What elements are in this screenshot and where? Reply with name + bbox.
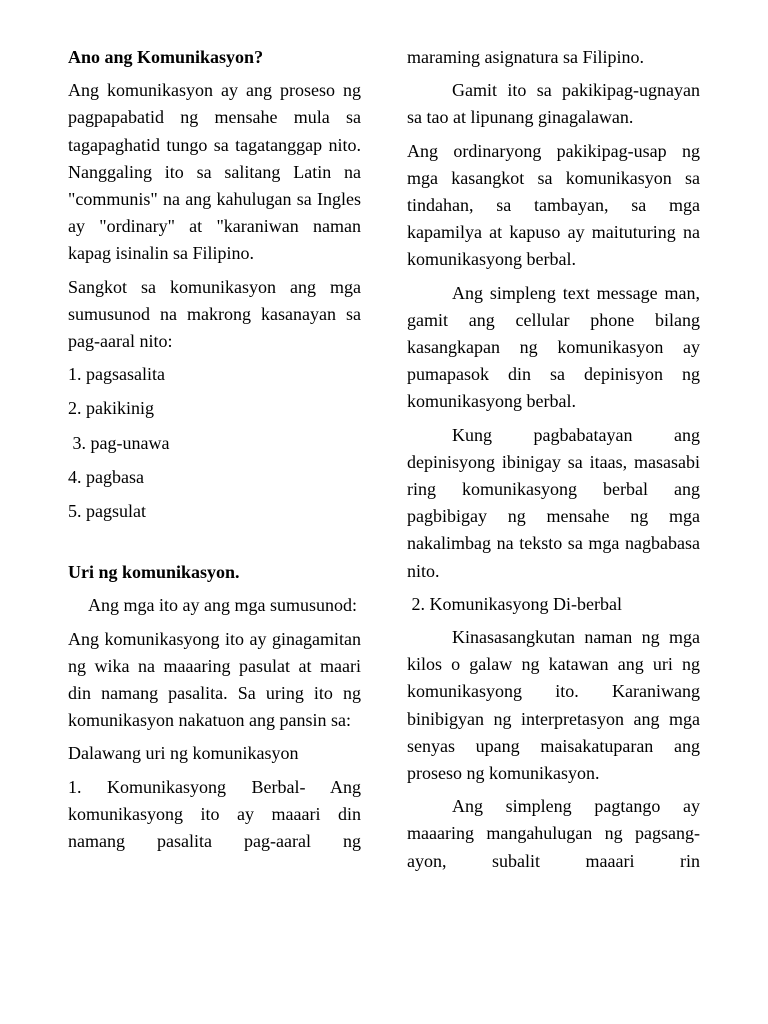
paragraph-gamit: Gamit ito sa pakikipag-ugnayan sa tao at lipunang ginagalawan. (407, 80, 700, 128)
list-item-pakikinig: 2. pakikinig (68, 398, 154, 419)
list-item-pagsulat: 5. pagsulat (68, 501, 146, 522)
paragraph-kilos: Kinasasangkutan naman ng mga kilos o galaw ng katawan ang uri ng komunikasyong ito. Karaniwang binibigyan ng interpretasyon ang mga senyas upang maisakatuparan ang proseso ng komunikasyon. (407, 627, 700, 784)
paragraph-ordinaryong-pakikipag-usap: Ang ordinaryong pakikipag-usap ng mga kasangkot sa komunikasyon sa tindahan, sa tambayan, sa mga kapamilya at kapuso ay maituturing na komunikasyong berbal. (407, 140, 700, 270)
paragraph-pagtango: Ang simpleng pagtango ay maaaring mangahulugan ng pagsang-ayon, subalit maaari rin (407, 796, 700, 871)
paragraph-makrong-kasanayan: Sangkot sa komunikasyon ang mga sumusunod na makrong kasanayan sa pag-aaral nito: (68, 276, 361, 352)
blank-line (68, 532, 361, 559)
section-heading-uri-ng-komunikasyon: Uri ng komunikasyon. (68, 562, 240, 583)
paragraph-dalawang-uri: Dalawang uri ng komunikasyon (68, 743, 299, 764)
list-item-pag-unawa: 3. pag-unawa (68, 432, 170, 453)
paragraph-text-message: Ang simpleng text message man, gamit ang cellular phone bilang kasangkapan ng komunikasyon ay pumapasok din sa depinisyon ng komunikasyong berbal. (407, 282, 700, 412)
paragraph-sumusunod: Ang mga ito ay ang mga sumusunod: (88, 595, 357, 616)
section-heading-ano-ang-komunikasyon: Ano ang Komunikasyon? (68, 47, 264, 67)
paragraph-pagbabatayan: Kung pagbabatayan ang depinisyong ibinigay sa itaas, masasabi ring komunikasyong berbal ang pagbibigay ng mensahe ng mga nakalimbag na teksto sa mga nagbabasa nito. (407, 424, 700, 581)
paragraph-asignatura: maraming asignatura sa Filipino. (407, 47, 644, 67)
right-column (407, 44, 700, 881)
paragraph-definition: Ang komunikasyon ay ang proseso ng pagpapabatid ng mensahe mula sa tagapaghatid tungo sa tagatanggap nito. Nanggaling ito sa salitang Latin na "communis" na ang kahulugan sa Ingles ay "ordinary" at "karaniwan naman kapag isinalin sa Filipino. (68, 80, 361, 264)
paragraph-komunikasyong-berbal: 1. Komunikasyong Berbal- Ang komunikasyong ito ay maaari din namang pasalita pag-aaral ng (68, 776, 361, 852)
section-heading-di-berbal: 2. Komunikasyong Di-berbal (407, 593, 622, 614)
list-item-pagsasalita: 1. pagsasalita (68, 364, 165, 385)
list-item-pagbasa: 4. pagbasa (68, 466, 144, 487)
paragraph-wika: Ang komunikasyong ito ay ginagamitan ng wika na maaaring pasulat at maari din namang pasalita. Sa uring ito ng komunikasyon nakatuon ang pansin sa: (68, 628, 361, 731)
left-column (68, 44, 361, 861)
